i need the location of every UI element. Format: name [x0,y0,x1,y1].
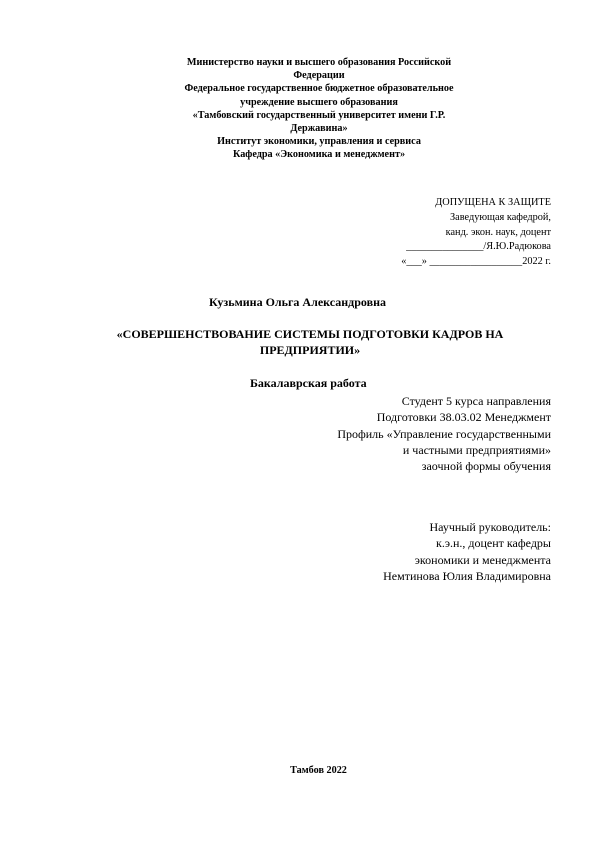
student-info-line: заочной формы обучения [421,459,551,474]
city-year: Тамбов 2022 [290,765,347,776]
student-info-line: Студент 5 курса направления [401,394,551,408]
org-line: Державина» [290,123,348,135]
student-info-line: и частными предприятиями» [402,442,551,457]
work-type: Бакалаврская работа [250,376,367,390]
supervisor-line: к.э.н., доцент кафедры [435,536,551,551]
org-line: «Тамбовский государственный университет имени Г.Р. [192,109,446,121]
org-line: Министерство науки и высшего образования Российской [186,57,452,68]
org-line: Федеральное государственное бюджетное образовательное [184,83,454,95]
author-name: Кузьмина Ольга Александровна [209,295,386,309]
title-line: ПРЕДПРИЯТИИ» [259,343,361,357]
thesis-title [60,326,560,358]
supervisor-block [383,519,551,584]
organization-header [150,56,488,162]
org-line: Институт экономики, управления и сервиса [217,136,421,148]
title-line: «СОВЕРШЕНСТВОВАНИЕ СИСТЕМЫ ПОДГОТОВКИ КАДРОВ НА [116,327,504,341]
student-info-line: Профиль «Управление государственными [337,426,551,441]
org-line: Федерации [293,70,345,82]
org-line: Кафедра «Экономика и менеджмент» [232,149,406,161]
approval-block [401,196,551,270]
approval-date-line: «___» __________________2022 г. [401,256,551,268]
approval-signature-line: _______________/Я.Ю.Радюкова [406,241,551,253]
org-line: учреждение высшего образования [240,96,398,108]
student-info-line: Подготовки 38.03.02 Менеджмент [376,410,551,425]
supervisor-line: экономики и менеджмента [414,552,551,567]
approval-line: Заведующая кафедрой, [450,211,551,223]
approval-line: канд. экон. наук, доцент [445,226,551,238]
student-info-block [337,393,551,474]
supervisor-line: Научный руководитель: [429,520,551,534]
supervisor-name: Немтинова Юлия Владимировна [383,568,551,583]
approval-line: ДОПУЩЕНА К ЗАЩИТЕ [435,197,551,208]
